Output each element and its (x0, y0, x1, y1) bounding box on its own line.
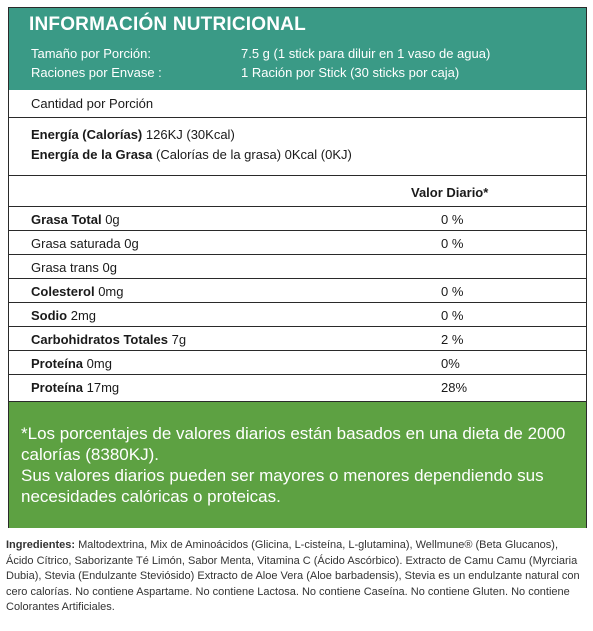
nutrient-percent: 0 % (441, 212, 464, 227)
nutrient-percent: 0% (441, 356, 460, 371)
nutrient-name: Grasa Total 0g (31, 212, 120, 227)
footnote-line-1: *Los porcentajes de valores diarios están basados en una dieta de 2000 calorías (8380KJ). (21, 424, 566, 464)
ingredients-list (6, 538, 588, 616)
nutrient-name: Grasa trans 0g (31, 260, 118, 275)
nutrient-row (9, 375, 586, 402)
serving-size-label: Tamaño por Porción: (31, 46, 151, 61)
daily-value-label: Valor Diario* (411, 185, 489, 200)
nutrition-title: INFORMACIÓN NUTRICIONAL (29, 14, 306, 35)
nutrient-row (9, 351, 586, 375)
nutrient-name: Proteína 17mg (31, 380, 120, 395)
ingredients-text: Maltodextrina, Mix de Aminoácidos (Glicina, L-cisteína, L-glutamina), Wellmune® (Beta Glucanos), Ácido Cítrico, Saborizante Té Limón, Sabor Menta, Vitamina C (Ácido Ascórbico). Extracto de Camu Camu (Myrciaria Dubia), Stevia (Endulzante Steviósido) Extracto de Aloe Vera (Aloe barbadensis), Stevia es un endulzante natural con cero calorías. No contiene Aspartame. No contiene Lactosa. No contiene Caseína. No contiene Gluten. No contiene Colorantes Artificiales. (6, 539, 580, 613)
calories-row (31, 125, 586, 145)
fat-energy-label: Energía de la Grasa (31, 147, 153, 162)
nutrient-row (9, 327, 586, 351)
nutrient-percent: 0 % (441, 308, 464, 323)
nutrient-name: Sodio 2mg (31, 308, 97, 323)
serving-size-value: 7.5 g (1 stick para diluir en 1 vaso de agua) (241, 46, 491, 61)
ingredients-label: Ingredientes: (6, 539, 76, 551)
nutrient-name: Proteína 0mg (31, 356, 112, 371)
nutrient-percent: 2 % (441, 332, 464, 347)
nutrient-row (9, 255, 586, 279)
calories-value: 126KJ (30Kcal) (145, 127, 235, 142)
nutrition-header (9, 8, 586, 90)
servings-value: 1 Ración por Stick (30 sticks por caja) (241, 65, 460, 80)
nutrient-percent: 28% (441, 380, 468, 395)
nutrient-row (9, 231, 586, 255)
calories-label: Energía (Calorías) (31, 127, 143, 142)
fat-energy-row (31, 145, 586, 165)
daily-value-header (9, 176, 586, 207)
nutrient-name: Colesterol 0mg (31, 284, 124, 299)
servings-label: Raciones por Envase : (31, 65, 162, 80)
nutrient-percent: 0 % (441, 236, 464, 251)
nutrient-row (9, 207, 586, 231)
nutrient-percent: 0 % (441, 284, 464, 299)
nutrient-row (9, 303, 586, 327)
daily-value-footnote (9, 402, 586, 528)
nutrient-row (9, 279, 586, 303)
energy-section (9, 118, 586, 176)
nutrition-facts-panel (8, 7, 587, 528)
nutrient-name: Carbohidratos Totales 7g (31, 332, 187, 347)
nutrient-name: Grasa saturada 0g (31, 236, 139, 251)
footnote-line-2: Sus valores diarios pueden ser mayores o menores dependiendo sus necesidades calóricas o proteicas. (21, 466, 544, 506)
fat-energy-value: (Calorías de la grasa) 0Kcal (0KJ) (156, 147, 352, 162)
amount-per-serving: Cantidad por Porción (9, 90, 586, 118)
